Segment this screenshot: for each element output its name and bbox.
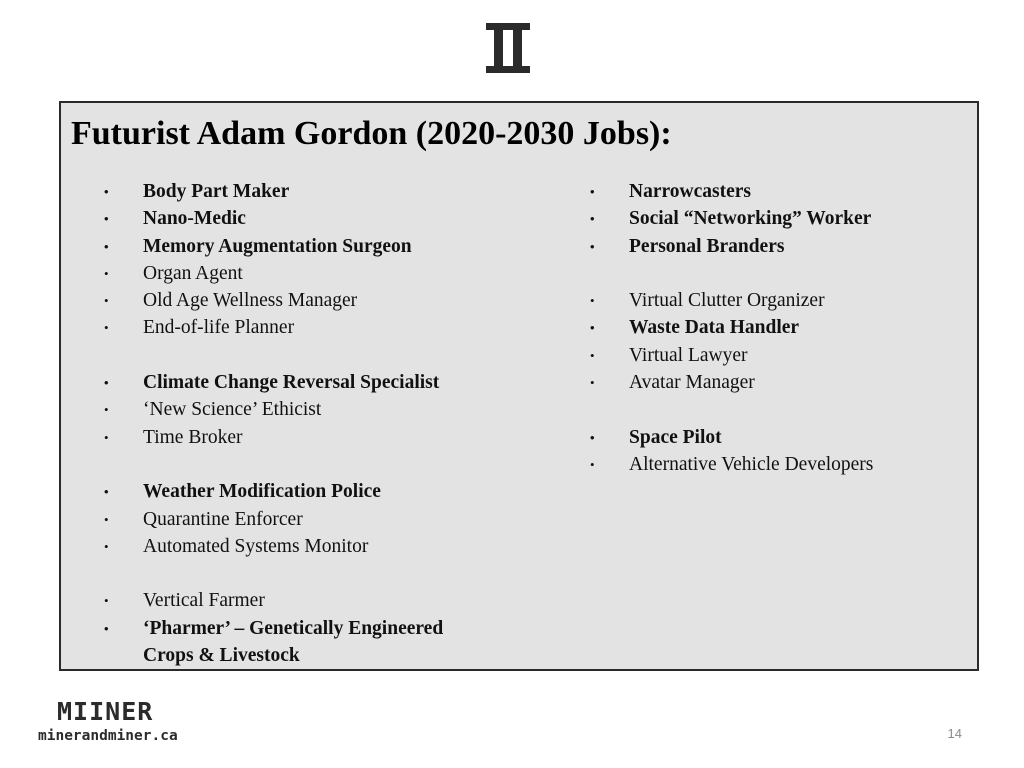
list-spacer [61,342,531,369]
list-item [61,233,531,260]
list-item-text: Climate Change Reversal Specialist [143,372,440,394]
list-item [548,205,968,232]
list-item [61,506,531,533]
list-item [548,369,968,396]
miner-double-bar-logo-icon [486,23,530,73]
list-item [548,424,968,451]
right-job-list [548,178,968,478]
jobs-content-box [59,101,979,671]
list-item-continuation [61,642,531,669]
list-item-text: Memory Augmentation Surgeon [143,235,412,257]
list-item [61,424,531,451]
list-item [61,287,531,314]
bullet-icon: • [104,375,109,391]
list-item-text: Quarantine Enforcer [143,508,303,530]
bullet-icon: • [104,620,109,636]
list-item-text: Automated Systems Monitor [143,535,369,557]
list-item-text: Body Part Maker [143,181,290,202]
list-item-text: Waste Data Handler [629,317,800,339]
bullet-icon: • [104,511,109,527]
list-item [548,233,968,260]
list-item-text: Space Pilot [629,426,722,448]
list-item-text: Organ Agent [143,262,243,284]
list-item-text: Vertical Farmer [143,590,265,612]
list-item [61,478,531,505]
list-item [61,178,531,205]
bullet-icon: • [104,265,109,281]
list-item-text: Old Age Wellness Manager [143,290,358,312]
bullet-icon: • [104,293,109,309]
page-number: 14 [947,726,962,741]
list-item-text: Nano-Medic [143,208,246,230]
list-item-text: ‘New Science’ Ethicist [143,399,322,421]
list-item-text: ‘Pharmer’ – Genetically Engineered [143,617,444,639]
bullet-icon: • [590,184,595,199]
list-item-text: Virtual Clutter Organizer [629,290,825,312]
bullet-icon: • [590,293,595,309]
list-spacer [548,260,968,287]
bullet-icon: • [104,238,109,254]
list-item [61,205,531,232]
list-item-text: Social “Networking” Worker [629,208,872,230]
bullet-icon: • [590,375,595,391]
bullet-icon: • [104,538,109,554]
list-item [61,314,531,341]
bullet-icon: • [590,320,595,336]
list-item [548,287,968,314]
bullet-icon: • [590,429,595,445]
bullet-icon: • [104,593,109,609]
bullet-icon: • [590,456,595,472]
list-item-text: Alternative Vehicle Developers [629,453,874,475]
list-item-text: Avatar Manager [629,372,755,394]
bullet-icon: • [590,211,595,227]
list-item [548,342,968,369]
list-item [61,396,531,423]
list-item-text: Narrowcasters [629,181,752,202]
list-spacer [61,560,531,587]
list-item [548,451,968,478]
list-item-text: Personal Branders [629,235,785,257]
list-item [61,533,531,560]
bullet-icon: • [104,429,109,445]
list-item-text: Virtual Lawyer [629,344,748,366]
bullet-icon: • [104,402,109,418]
bullet-icon: • [590,347,595,363]
list-item [61,260,531,287]
list-item-text: Time Broker [143,426,243,448]
list-item-text: End-of-life Planner [143,317,295,339]
list-item [61,615,531,642]
bullet-icon: • [104,484,109,500]
bullet-icon: • [104,184,109,199]
slide-title: Futurist Adam Gordon (2020-2030 Jobs): [71,115,672,152]
list-item-text: Crops & Livestock [143,645,300,667]
miner-url: minerandminer.ca [38,728,178,744]
list-item [548,178,968,205]
list-spacer [548,396,968,423]
miner-wordmark: MIINER [57,697,154,726]
list-item [548,314,968,341]
list-spacer [61,451,531,478]
bullet-icon: • [590,238,595,254]
bullet-icon: • [104,211,109,227]
bullet-icon: • [104,320,109,336]
list-item [61,369,531,396]
list-item-text: Weather Modification Police [143,481,381,503]
list-item [61,587,531,614]
left-job-list [61,178,531,669]
